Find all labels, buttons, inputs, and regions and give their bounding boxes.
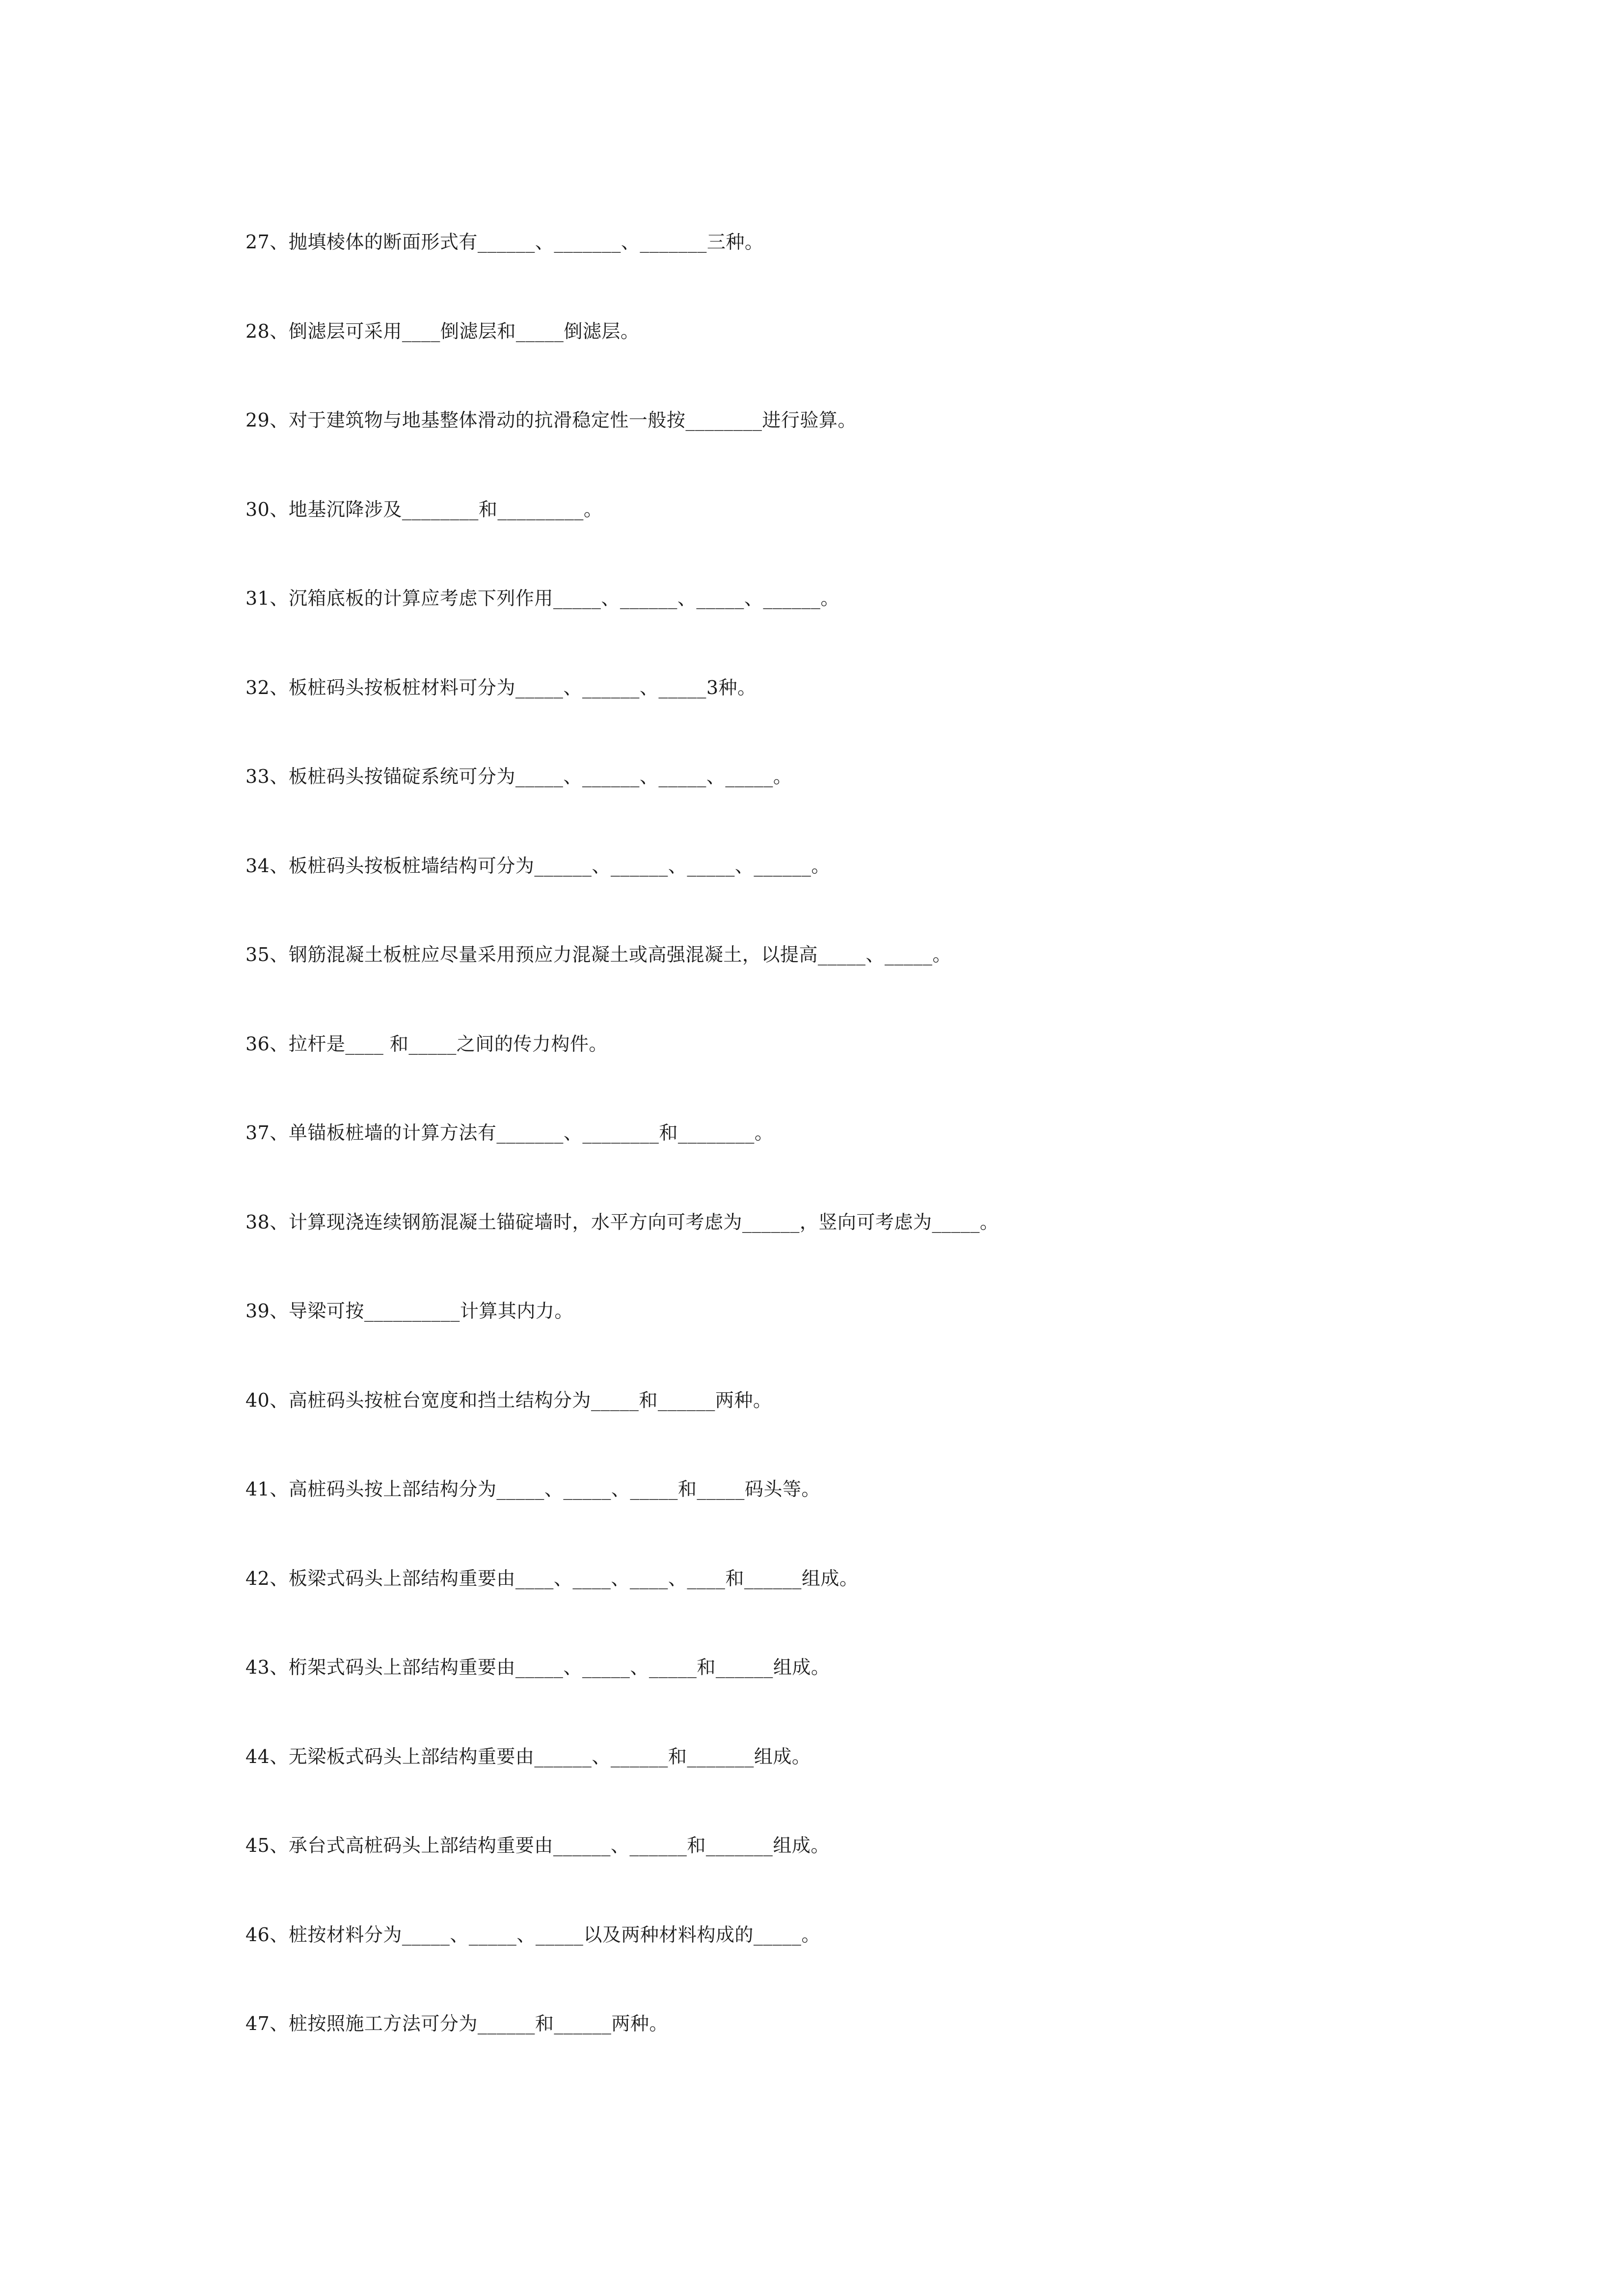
question-35: 35、钢筋混凝土板桩应尽量采用预应力混凝土或高强混凝土，以提高_____、_____。 — [245, 944, 951, 965]
question-29: 29、对于建筑物与地基整体滑动的抗滑稳定性一般按________进行验算。 — [245, 409, 857, 431]
question-38: 38、计算现浇连续钢筋混凝土锚碇墙时，水平方向可考虑为______，竖向可考虑为_____。 — [245, 1211, 999, 1233]
question-30: 30、地基沉降涉及________和_________。 — [245, 498, 603, 520]
question-42: 42、板梁式码头上部结构重要由____、____、____、____和______组成。 — [245, 1567, 859, 1589]
question-40: 40、高桩码头按桩台宽度和挡土结构分为_____和______两种。 — [245, 1389, 772, 1411]
question-46: 46、桩按材料分为_____、_____、_____以及两种材料构成的_____。 — [245, 1923, 820, 1946]
question-37: 37、单锚板桩墙的计算方法有_______、________和________。 — [245, 1122, 774, 1144]
question-27: 27、抛填棱体的断面形式有______、_______、_______三种。 — [245, 231, 764, 253]
question-41: 41、高桩码头按上部结构分为_____、_____、_____和_____码头等。 — [245, 1478, 820, 1500]
question-36: 36、拉杆是____ 和_____之间的传力构件。 — [245, 1033, 608, 1055]
question-list — [245, 227, 999, 2098]
question-31: 31、沉箱底板的计算应考虑下列作用_____、______、_____、______。 — [245, 587, 839, 609]
question-39: 39、导梁可按__________计算其内力。 — [245, 1300, 573, 1322]
question-34: 34、板桩码头按板桩墙结构可分为______、______、_____、______。 — [245, 854, 830, 877]
question-32: 32、板桩码头按板桩材料可分为_____、______、_____3种。 — [245, 676, 757, 698]
question-28: 28、倒滤层可采用____倒滤层和_____倒滤层。 — [245, 320, 640, 342]
question-33: 33、板桩码头按锚碇系统可分为_____、______、_____、_____。 — [245, 766, 792, 787]
question-44: 44、无梁板式码头上部结构重要由______、______和_______组成。 — [245, 1745, 811, 1767]
question-43: 43、桁架式码头上部结构重要由_____、_____、_____和______组成。 — [245, 1656, 830, 1678]
question-47: 47、桩按照施工方法可分为______和______两种。 — [245, 2013, 668, 2034]
question-45: 45、承台式高桩码头上部结构重要由______、______和_______组成。 — [245, 1835, 830, 1856]
